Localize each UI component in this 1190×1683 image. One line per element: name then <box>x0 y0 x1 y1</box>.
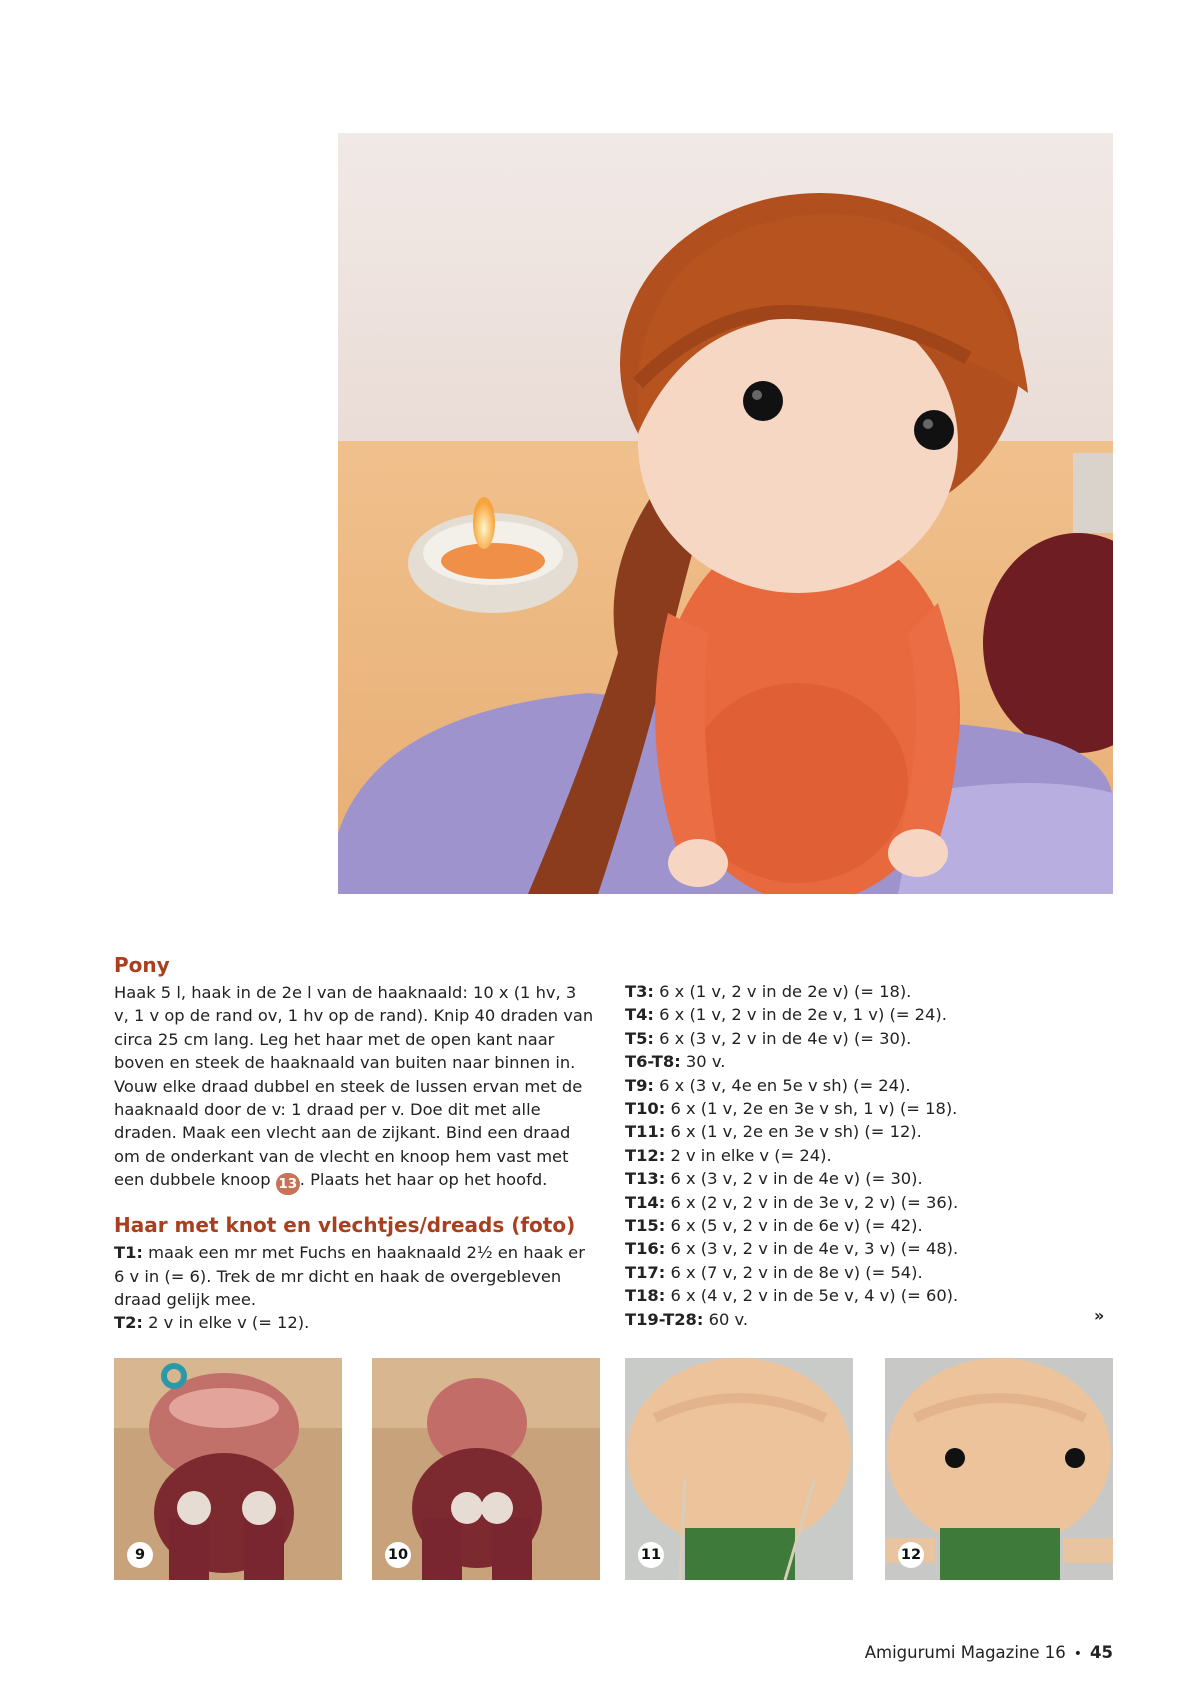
round-text: 2 v in elke v (= 24). <box>665 1145 832 1165</box>
round-row <box>625 1167 1115 1190</box>
round-label: T17: <box>625 1262 666 1282</box>
step-number-badge: 12 <box>898 1542 924 1568</box>
round-text: 6 x (1 v, 2e en 3e v sh, 1 v) (= 18). <box>665 1099 958 1119</box>
round-row <box>625 1050 1115 1073</box>
magazine-name: Amigurumi Magazine 16 <box>864 1643 1066 1662</box>
round-label: T14: <box>625 1192 666 1212</box>
step-number-badge: 10 <box>385 1542 411 1568</box>
round-text: 60 v. <box>703 1309 749 1329</box>
step-number-badge: 9 <box>127 1542 153 1568</box>
round-label: T6-T8: <box>625 1052 681 1072</box>
round-row <box>625 1027 1115 1050</box>
round-label: T4: <box>625 1005 654 1025</box>
round-text: 6 x (3 v, 2 v in de 4e v) (= 30). <box>665 1169 923 1189</box>
spacer <box>114 1195 594 1213</box>
step-photo-10 <box>372 1358 600 1580</box>
page-footer <box>865 1643 1113 1662</box>
round-label: T16: <box>625 1239 666 1259</box>
round-row <box>625 1144 1115 1167</box>
round-row <box>625 1074 1115 1097</box>
doll-illustration <box>338 133 1113 894</box>
round-label: T10: <box>625 1099 666 1119</box>
round-label: T1: <box>114 1243 143 1263</box>
round-row <box>625 1191 1115 1214</box>
round-label: T13: <box>625 1169 666 1189</box>
round-text: 6 x (1 v, 2 v in de 2e v) (= 18). <box>653 982 912 1001</box>
round-row <box>625 1214 1115 1237</box>
round-text: 6 x (4 v, 2 v in de 5e v, 4 v) (= 60). <box>665 1286 959 1306</box>
round-row <box>625 1120 1115 1143</box>
round-label: T19-T28: <box>625 1309 704 1329</box>
step-number-badge: 11 <box>638 1542 664 1568</box>
knot-heading: Haar met knot en vlechtjes/dreads (foto) <box>114 1213 576 1238</box>
round-label: T11: <box>625 1122 666 1142</box>
round-row <box>114 1311 594 1334</box>
round-row <box>625 980 1115 1003</box>
hero-photo <box>338 133 1113 894</box>
round-row <box>625 1284 1115 1307</box>
round-label: T5: <box>625 1028 654 1048</box>
pony-instructions <box>114 981 594 1195</box>
step-photo-9 <box>114 1358 342 1580</box>
round-row <box>114 1241 594 1311</box>
round-text: 6 x (7 v, 2 v in de 8e v) (= 54). <box>665 1262 923 1282</box>
round-text: 6 x (2 v, 2 v in de 3e v, 2 v) (= 36). <box>665 1192 959 1212</box>
step-photo-11 <box>625 1358 853 1580</box>
round-label: T2: <box>114 1313 143 1333</box>
round-text: 6 x (3 v, 2 v in de 4e v, 3 v) (= 48). <box>665 1239 959 1259</box>
round-label: T9: <box>625 1075 654 1095</box>
round-row <box>625 1003 1115 1026</box>
right-column <box>625 980 1115 1331</box>
round-text: 30 v. <box>680 1052 726 1072</box>
round-text: 2 v in elke v (= 12). <box>142 1313 310 1333</box>
round-text: 6 x (1 v, 2 v in de 2e v, 1 v) (= 24). <box>653 1005 947 1025</box>
pony-text-1: Haak 5 l, haak in de 2e l van de haaknaald: 10 x (1 hv, 3 v, 1 v op de rand ov, 1 hv op de rand). Knip 40 draden van circa 25 cm lang. Leg het haar met de open kant naar boven en steek de haaknaald van buiten naar binnen in. Vouw elke draad dubbel en steek de lussen ervan met de haaknaald door de v: 1 draad per v. Doe dit met alle draden. Maak een vlecht aan de zijkant. Bind een draad om de onderkant van de vlecht en knoop hem vast met een dubbele knoop <box>114 983 594 1190</box>
round-text: 6 x (3 v, 4e en 5e v sh) (= 24). <box>653 1075 911 1095</box>
pony-text-2: . Plaats het haar op het hoofd. <box>299 1170 548 1190</box>
round-label: T15: <box>625 1216 666 1236</box>
step-photo-12 <box>885 1358 1113 1580</box>
round-label: T3: <box>625 982 654 1001</box>
round-text: 6 x (5 v, 2 v in de 6e v) (= 42). <box>665 1216 923 1236</box>
round-row <box>625 1097 1115 1120</box>
bullet-separator: • <box>1073 1646 1083 1662</box>
pony-heading: Pony <box>114 953 170 977</box>
page-number: 45 <box>1090 1643 1113 1662</box>
round-label: T18: <box>625 1286 666 1306</box>
round-text: 6 x (3 v, 2 v in de 4e v) (= 30). <box>653 1028 912 1048</box>
continue-arrow: » <box>1094 1306 1105 1325</box>
left-column <box>114 953 594 1335</box>
round-row <box>625 1308 1115 1331</box>
round-text: 6 x (1 v, 2e en 3e v sh) (= 12). <box>665 1122 922 1142</box>
photo-reference-badge: 13 <box>276 1173 300 1195</box>
round-row <box>625 1237 1115 1260</box>
round-label: T12: <box>625 1145 666 1165</box>
round-text: maak een mr met Fuchs en haaknaald 2½ en haak er 6 v in (= 6). Trek de mr dicht en haak de overgebleven draad gelijk mee. <box>114 1243 585 1310</box>
round-row <box>625 1261 1115 1284</box>
